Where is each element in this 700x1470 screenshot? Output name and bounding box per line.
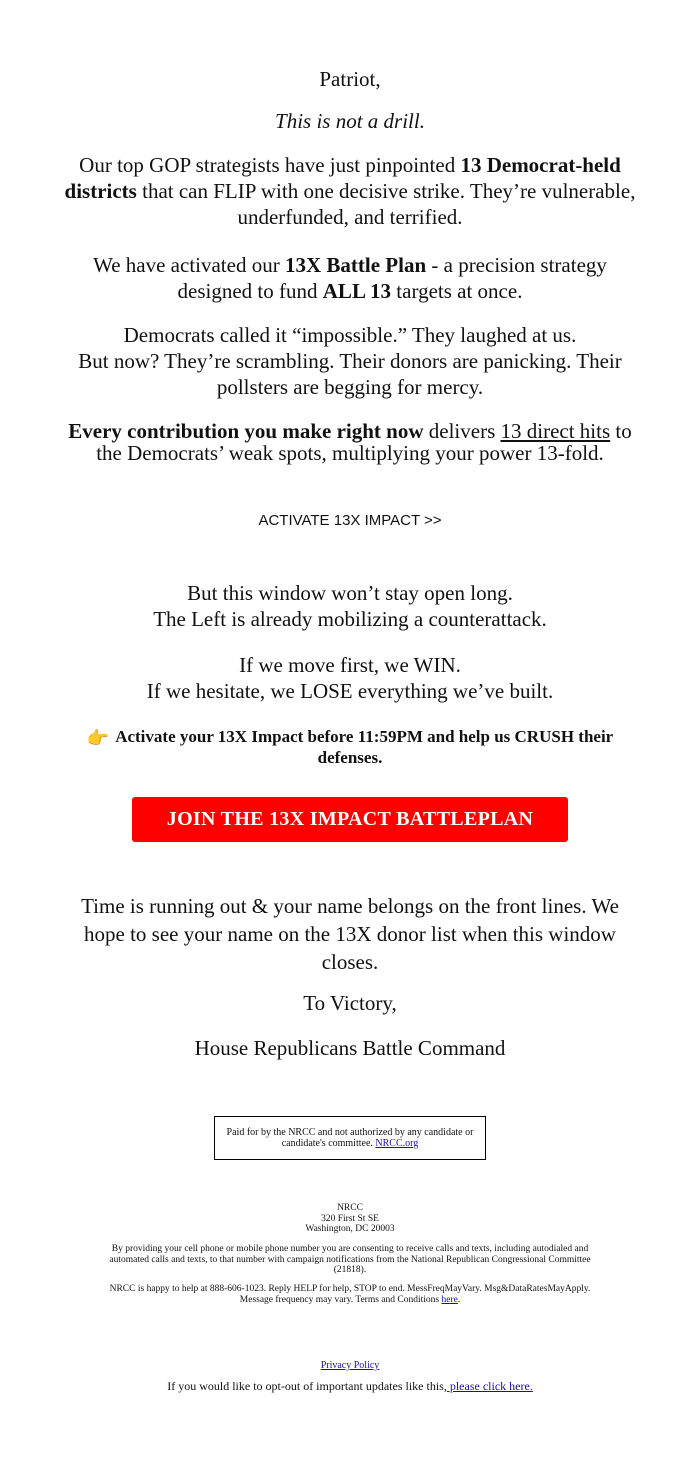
drill-line: This is not a drill. [275,109,425,133]
activate-impact-link[interactable]: ACTIVATE 13X IMPACT >> [258,512,442,529]
paragraph-win-lose [60,652,640,704]
text: If you would like to opt-out of important updates like this, [167,1379,447,1393]
address [60,1203,640,1235]
optout-line [60,1379,640,1394]
paragraph-democrats [60,322,640,400]
signoff: To Victory, [303,991,397,1015]
help-text: NRCC is happy to help at 888-606-1023. Reply HELP for help, STOP to end. MessFreqMayVary. Msg&DataRatesMayApply. Message frequency may vary. Terms and Conditions here. [109,1284,591,1305]
paragraph-window [60,580,640,632]
text: targets at once. [391,279,523,303]
text: Activate your 13X Impact before 11:59PM and help us CRUSH their defenses. [115,727,614,767]
paragraph-battle-plan [60,252,640,304]
text: We have activated our [93,253,285,277]
join-battleplan-button[interactable]: JOIN THE 13X IMPACT BATTLEPLAN [132,797,568,842]
text: to the Democrats’ weak spots, multiplying your power 13-fold. [96,419,632,465]
urgent-callout [60,727,640,768]
text: If we hesitate, we LOSE everything we’ve built. [146,679,554,703]
optout-link[interactable]: please click here. [446,1379,533,1393]
text: NRCC is happy to help at 888-606-1023. Reply HELP for help, STOP to end. MessFreqMayVary. Msg&DataRatesMayApply. Message frequency may vary. Terms and Conditions [109,1284,591,1305]
bold-text: 13X Battle Plan [284,253,427,277]
text: delivers [423,419,501,443]
paid-for-text: Paid for by the NRCC and not authorized by any candidate or candidate's committee. [226,1127,474,1149]
text: Our top GOP strategists have just pinpointed [79,153,461,177]
bold-text: Every contribution you make right now [68,419,424,443]
text: If we move first, we WIN. [239,653,461,677]
paragraph-districts [60,152,640,230]
text: The Left is already mobilizing a counterattack. [153,607,547,631]
privacy-policy-link-wrap [60,1360,640,1371]
text: - a precision strategy designed to fund [177,253,607,303]
paragraph-time-running-out: Time is running out & your name belongs on the front lines. We hope to see your name on the 13X donor list when this window closes. [81,894,619,974]
bold-text: ALL 13 [322,279,392,303]
greeting: Patriot, [319,67,381,91]
text: NRCC [337,1203,363,1213]
text: 320 First St SE [321,1213,379,1224]
signature: House Republicans Battle Command [194,1036,506,1060]
text: Washington, DC 20003 [305,1224,395,1234]
paid-for-box [214,1116,486,1160]
text: Democrats called it “impossible.” They laughed at us. [123,323,577,347]
pointing-hand-icon: 👉 [86,728,110,748]
terms-link[interactable]: here [441,1294,458,1305]
text: But this window won’t stay open long. [187,581,513,605]
nrcc-link[interactable]: NRCC.org [375,1138,419,1149]
text: But now? They’re scrambling. Their donors are panicking. Their pollsters are begging for mercy. [78,349,622,399]
text: that can FLIP with one decisive strike. They’re vulnerable, underfunded, and terrified. [136,179,636,229]
paragraph-contribution [60,420,640,464]
privacy-policy-link[interactable]: Privacy Policy [320,1360,380,1371]
sms-consent: By providing your cell phone or mobile phone number you are consenting to receive calls and texts, including autodialed and automated calls and texts, to that number with campaign notifications from the National Republican Congressional Committee (21818). [109,1244,591,1275]
underlined-text: 13 direct hits [500,419,611,443]
bold-text: 13 Democrat-held districts [64,153,621,203]
